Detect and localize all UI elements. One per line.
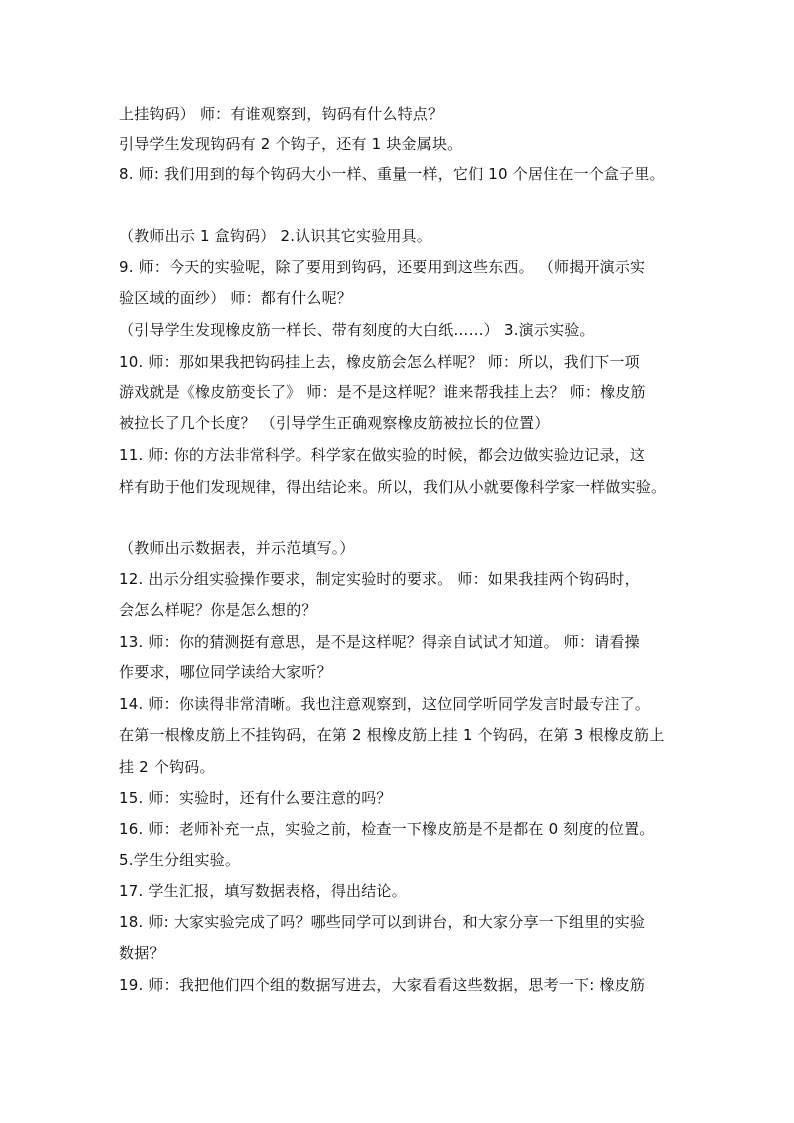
text-line: 19. 师：我把他们四个组的数据写进去，大家看看这些数据，思考一下: 橡皮筋 bbox=[119, 976, 646, 994]
text-line: 17. 学生汇报，填写数据表格，得出结论。 bbox=[119, 882, 407, 900]
text-line: 游戏就是《橡皮筋变长了》 师：是不是这样呢？谁来帮我挂上去？ 师：橡皮筋 bbox=[119, 383, 646, 401]
text-line: 上挂钩码） 师：有谁观察到，钩码有什么特点？ bbox=[119, 105, 444, 123]
text-line: 15. 师：实验时，还有什么要注意的吗？ bbox=[119, 789, 392, 807]
text-line: （教师出示数据表，并示范填写。） bbox=[119, 539, 355, 557]
text-line: 13. 师：你的猜测挺有意思，是不是这样呢？得亲自试试才知道。 师：请看操 bbox=[119, 633, 640, 651]
text-line: 引导学生发现钩码有 2 个钩子，还有 1 块金属块。 bbox=[119, 135, 463, 153]
text-line: 11. 师: 你的方法非常科学。科学家在做实验的时候，都会边做实验边记录，这 bbox=[119, 446, 646, 464]
text-line: 数据？ bbox=[119, 944, 165, 962]
text-line: 8. 师: 我们用到的每个钩码大小一样、重量一样，它们 10 个居住在一个盒子里。 bbox=[119, 165, 665, 183]
text-line: （引导学生发现橡皮筋一样长、带有刻度的大白纸……） 3.演示实验。 bbox=[119, 321, 595, 339]
text-line: 挂 2 个钩码。 bbox=[119, 758, 215, 776]
text-line: 12. 出示分组实验操作要求，制定实验时的要求。 师：如果我挂两个钩码时， bbox=[119, 570, 640, 588]
text-line: 会怎么样呢？你是怎么想的？ bbox=[119, 601, 317, 619]
text-line: 在第一根橡皮筋上不挂钩码，在第 2 根橡皮筋上挂 1 个钩码，在第 3 根橡皮筋上 bbox=[119, 726, 665, 744]
text-line: 被拉长了几个长度？ （引导学生正确观察橡皮筋被拉长的位置） bbox=[119, 414, 550, 432]
text-line: 作要求，哪位同学读给大家听？ bbox=[119, 663, 332, 681]
text-line: 样有助于他们发现规律，得出结论来。所以，我们从小就要像科学家一样做实验。 bbox=[119, 478, 667, 496]
text-line: 10. 师：那如果我把钩码挂上去，橡皮筋会怎么样呢？ 师：所以，我们下一项 bbox=[119, 353, 640, 371]
text-line: 验区域的面纱） 师：都有什么呢？ bbox=[119, 289, 352, 307]
text-line: 9. 师：今天的实验呢，除了要用到钩码，还要用到这些东西。 （师揭开演示实 bbox=[119, 258, 646, 276]
text-line: 5.学生分组实验。 bbox=[119, 851, 241, 869]
text-line: 14. 师：你读得非常清晰。我也注意观察到，这位同学听同学发言时最专注了。 bbox=[119, 695, 651, 713]
text-line: （教师出示 1 盒钩码） 2.认识其它实验用具。 bbox=[119, 227, 432, 245]
text-line: 16. 师：老师补充一点，实验之前，检查一下橡皮筋是不是都在 0 刻度的位置。 bbox=[119, 820, 655, 838]
text-line: 18. 师: 大家实验完成了吗？哪些同学可以到讲台，和大家分享一下组里的实验 bbox=[119, 913, 646, 931]
